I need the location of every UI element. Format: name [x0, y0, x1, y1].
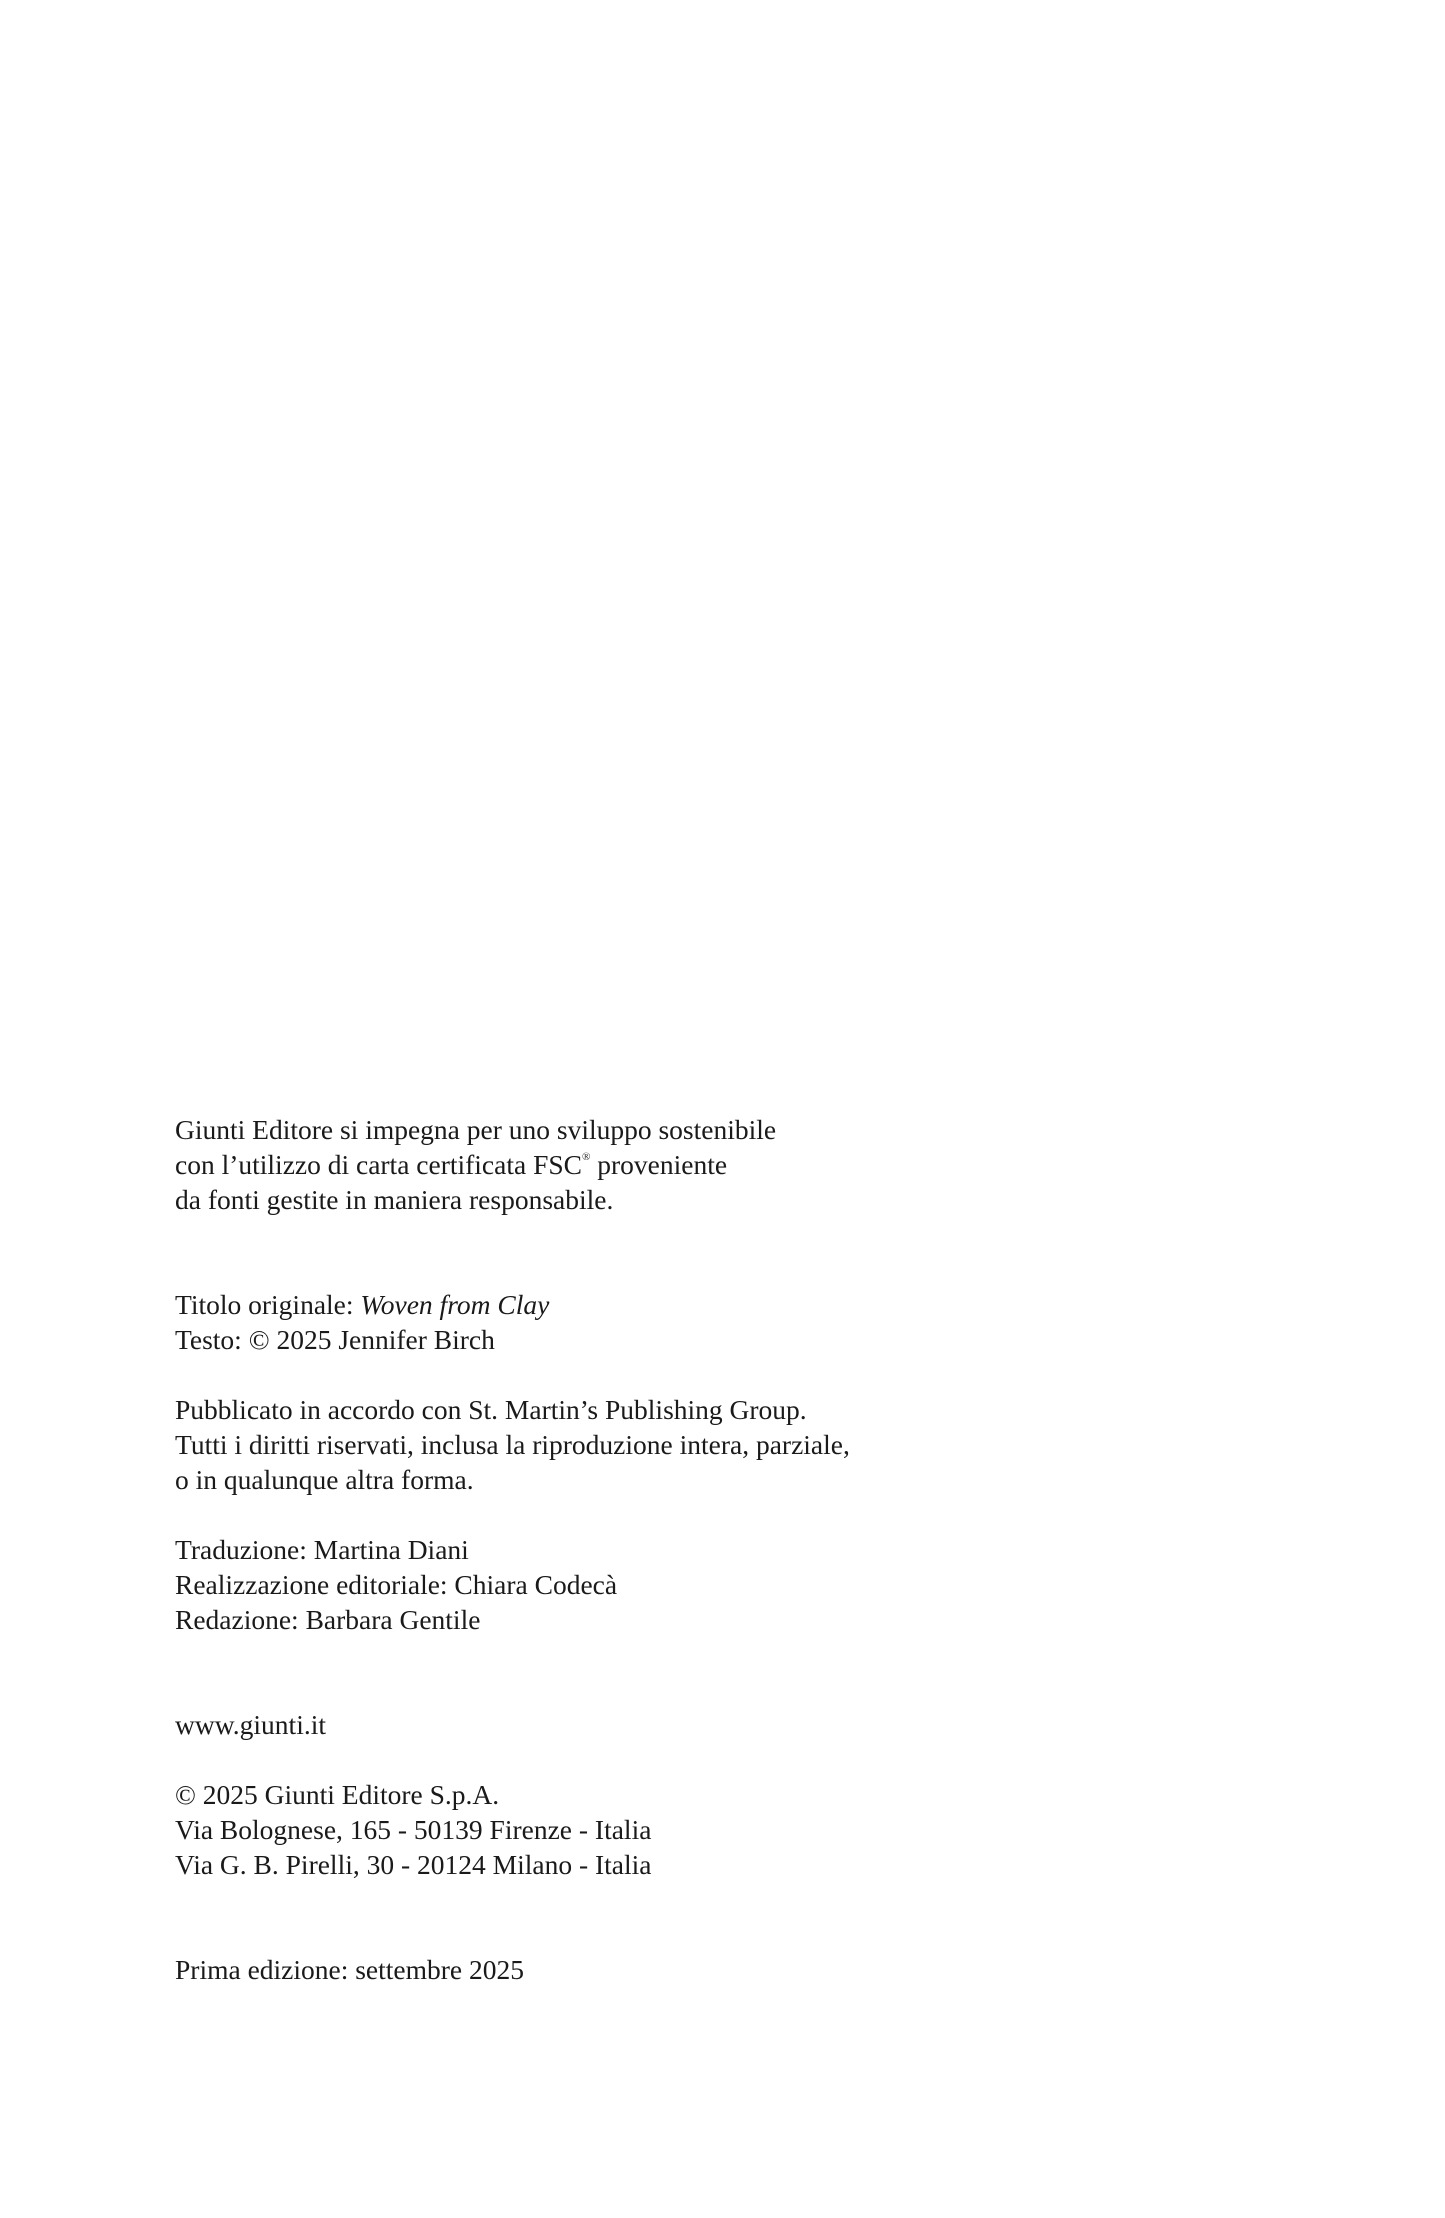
original-title-label: Titolo originale: — [175, 1289, 361, 1320]
spacer — [175, 1497, 1175, 1532]
sustainability-line-2-text: con l’utilizzo di carta certificata FSC — [175, 1149, 582, 1180]
publisher-copyright: © 2025 Giunti Editore S.p.A. — [175, 1779, 500, 1810]
edition-date: Prima edizione: settembre 2025 — [175, 1954, 525, 1985]
text-credit: Testo: © 2025 Jennifer Birch — [175, 1324, 495, 1355]
original-title-value: Woven from Clay — [360, 1289, 550, 1320]
website-block — [175, 1707, 1175, 1742]
sustainability-line-1: Giunti Editore si impegna per uno sviluppo sostenibile — [175, 1114, 777, 1145]
rights-line-2: Tutti i diritti riservati, inclusa la riproduzione intera, parziale, — [175, 1429, 850, 1460]
sustainability-line-2 — [175, 1147, 1175, 1182]
rights-line-3: o in qualunque altra forma. — [175, 1464, 474, 1495]
website-link[interactable]: www.giunti.it — [175, 1709, 326, 1740]
credits-block — [175, 1532, 1175, 1637]
sustainability-line-3: da fonti gestite in maniera responsabile. — [175, 1184, 614, 1215]
sustainability-line-2-tail: proveniente — [590, 1149, 728, 1180]
edition-block — [175, 1952, 1175, 1987]
publisher-address-florence: Via Bolognese, 165 - 50139 Firenze - Italia — [175, 1814, 652, 1845]
editorial-credit: Realizzazione editoriale: Chiara Codecà — [175, 1569, 618, 1600]
sustainability-notice — [175, 1112, 1175, 1217]
editing-credit: Redazione: Barbara Gentile — [175, 1604, 481, 1635]
spacer — [175, 1357, 1175, 1392]
spacer — [175, 1637, 1175, 1707]
original-title — [175, 1287, 1175, 1322]
registered-mark: ® — [582, 1151, 591, 1163]
spacer — [175, 1742, 1175, 1777]
spacer — [175, 1217, 1175, 1287]
translation-credit: Traduzione: Martina Diani — [175, 1534, 469, 1565]
rights-line-1: Pubblicato in accordo con St. Martin’s Publishing Group. — [175, 1394, 807, 1425]
publisher-address-milan: Via G. B. Pirelli, 30 - 20124 Milano - Italia — [175, 1849, 652, 1880]
colophon-text — [175, 1112, 1175, 1987]
publisher-block — [175, 1777, 1175, 1882]
rights-notice — [175, 1392, 1175, 1497]
spacer — [175, 1882, 1175, 1952]
original-title-block — [175, 1287, 1175, 1357]
